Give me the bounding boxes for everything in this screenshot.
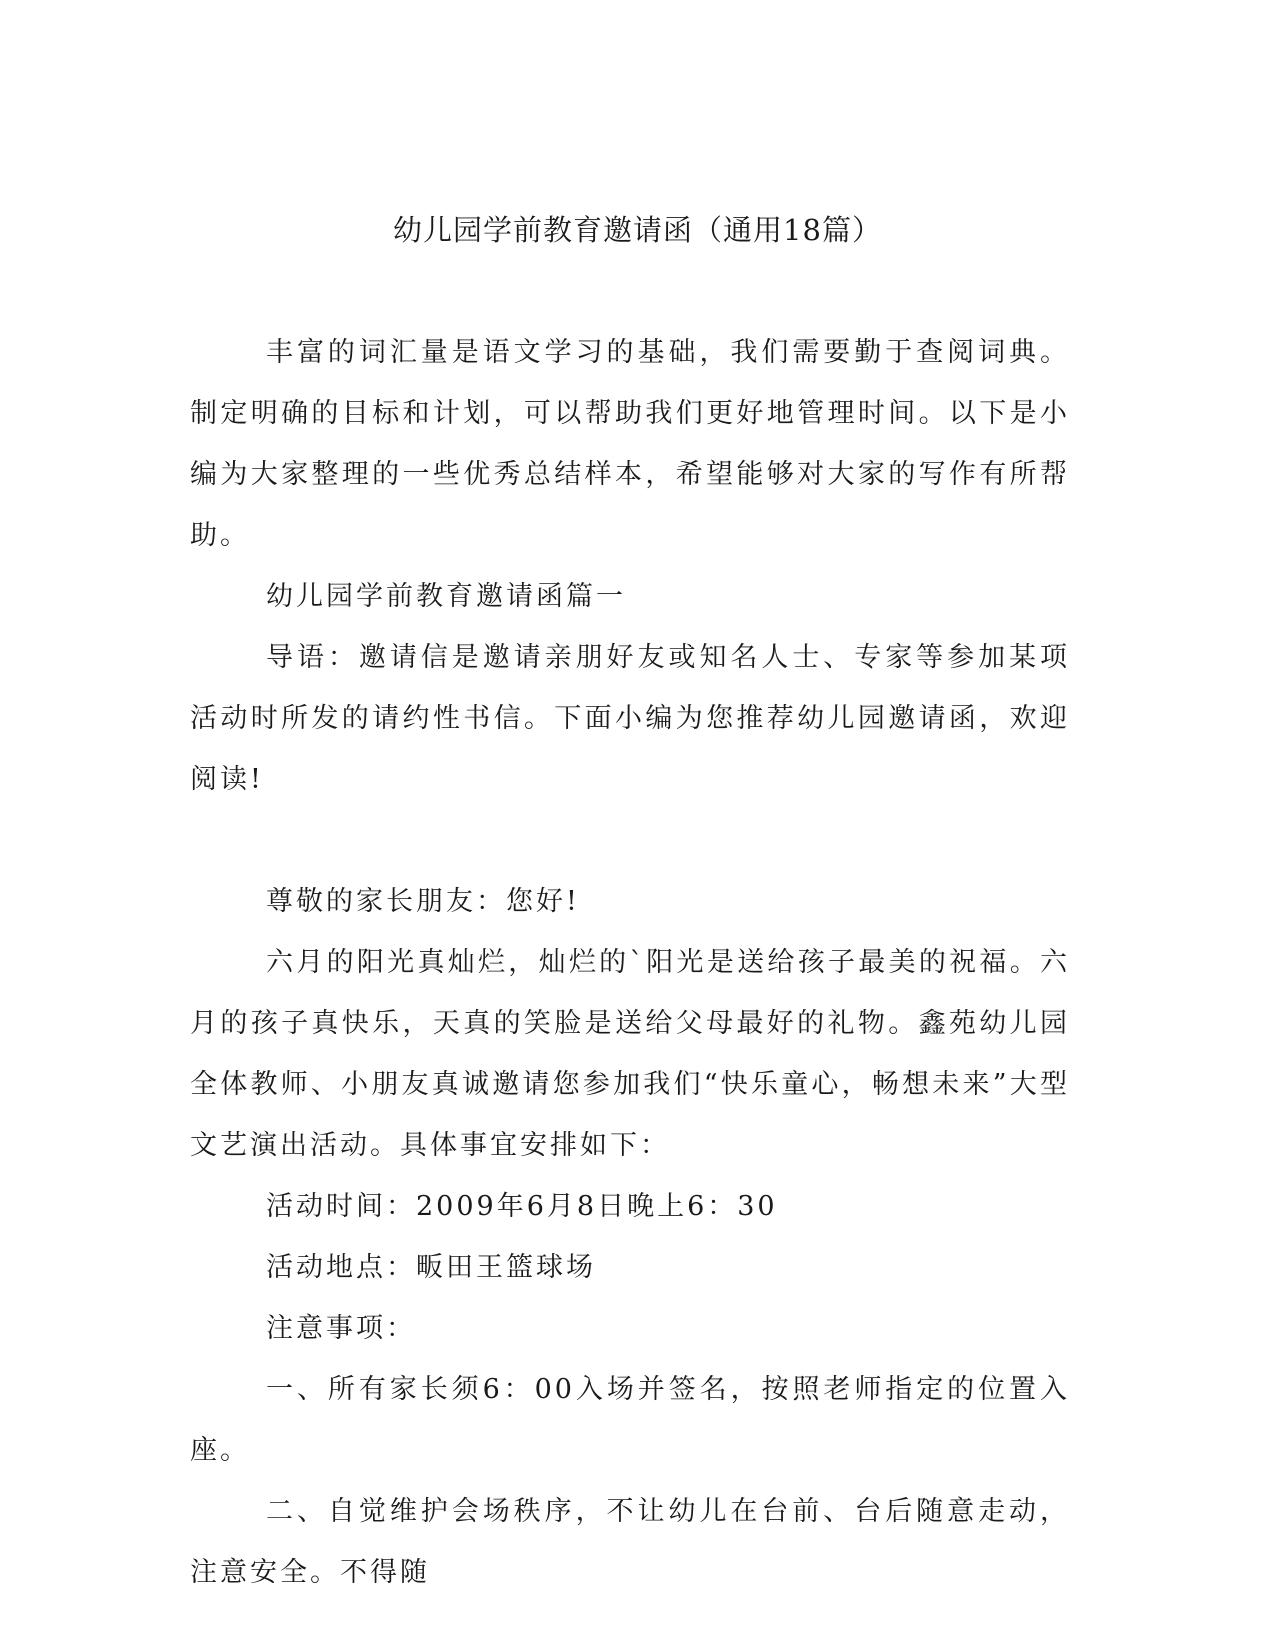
event-time: 活动时间：2009年6月8日晚上6：30 <box>266 1191 778 1222</box>
section-heading: 幼儿园学前教育邀请函篇一 <box>266 581 626 612</box>
event-location: 活动地点：畈田王篮球场 <box>266 1252 596 1283</box>
blank-line <box>190 810 1070 871</box>
note-item-1: 一、所有家长须6：00入场并签名，按照老师指定的位置入座。 <box>190 1374 1070 1466</box>
letter-salutation: 尊敬的家长朋友：您好! <box>266 886 580 917</box>
intro-paragraph: 丰富的词汇量是语文学习的基础，我们需要勤于查阅词典。制定明确的目标和计划，可以帮助我们更好地管理时间。以下是小编为大家整理的一些优秀总结样本，希望能够对大家的写作有所帮助。 <box>190 337 1070 551</box>
document-body <box>190 322 1070 1603</box>
document-title: 幼儿园学前教育邀请函（通用18篇） <box>393 213 882 247</box>
note-item-2: 二、自觉维护会场秩序，不让幼儿在台前、台后随意走动，注意安全。不得随 <box>190 1496 1070 1588</box>
letter-body-paragraph: 六月的阳光真灿烂，灿烂的`阳光是送给孩子最美的祝福。六月的孩子真快乐，天真的笑脸是送给父母最好的礼物。鑫苑幼儿园全体教师、小朋友真诚邀请您参加我们“快乐童心，畅想未来”大型文艺演出活动。具体事宜安排如下： <box>190 947 1070 1161</box>
notes-heading: 注意事项： <box>266 1313 416 1344</box>
lead-paragraph: 导语：邀请信是邀请亲朋好友或知名人士、专家等参加某项活动时所发的请约性书信。下面小编为您推荐幼儿园邀请函，欢迎阅读! <box>190 642 1070 795</box>
